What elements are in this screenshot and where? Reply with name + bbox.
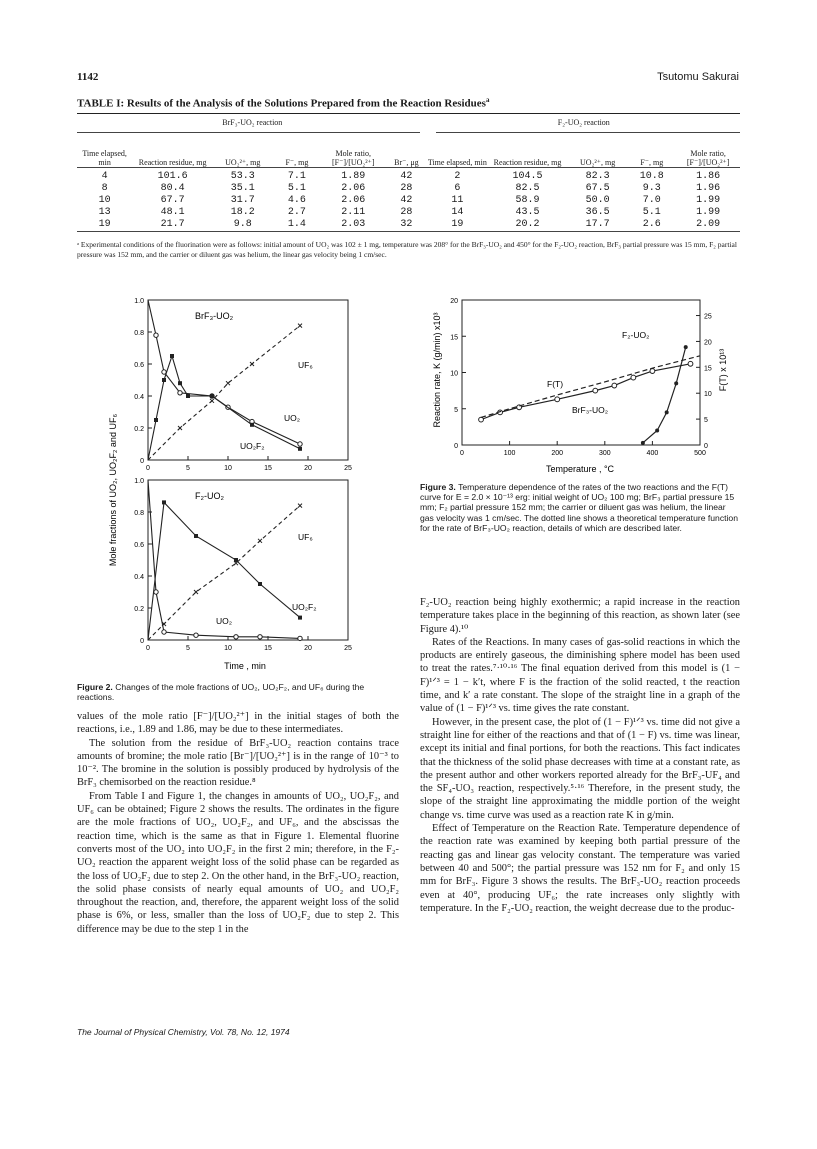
figure-3-ft-label: F(T)	[547, 379, 564, 389]
data-point	[298, 324, 302, 328]
table-row	[77, 171, 740, 183]
table-cell: 31.7	[230, 194, 255, 206]
data-point	[650, 369, 655, 374]
table-cell: 7.1	[287, 170, 306, 182]
data-point	[665, 410, 669, 414]
y-tick-label: 1.0	[134, 478, 144, 485]
table-cell: 2.11	[341, 206, 366, 218]
figure-3-f2-label: F₂-UO₂	[622, 330, 650, 340]
table-cell: 43.5	[515, 206, 540, 218]
plot-frame	[148, 480, 348, 640]
table-cell: 82.5	[515, 182, 540, 194]
figure-2-top-panel-label: BrF₃-UO₂	[195, 311, 234, 321]
col-header: UO₂²⁺, mg	[580, 157, 616, 167]
table-cell: 28	[400, 206, 413, 218]
paragraph: F₂-UO₂ reaction being highly exothermic; a rapid increase in the reaction temperature takes place in the beginning of this reaction, as shown later (see Figure 4).¹⁰	[420, 597, 740, 635]
table-cell: 28	[400, 182, 413, 194]
table-title-text: TABLE I: Results of the Analysis of the Solutions Prepared from the Reaction Residues	[77, 97, 486, 110]
x-tick-label: 20	[304, 465, 312, 472]
table-cell: 1.99	[696, 194, 721, 206]
col-header: F⁻, mg	[640, 157, 664, 167]
data-point	[674, 381, 678, 385]
x-tick-label: 300	[598, 450, 611, 457]
table-cell: 8	[101, 182, 108, 194]
data-point	[655, 429, 659, 433]
x-tick-label: 200	[551, 450, 564, 457]
x-tick-label: 25	[344, 645, 352, 652]
x-tick-label: 100	[503, 450, 516, 457]
figure-2-bottom-panel-label: F₂-UO₂	[195, 491, 224, 501]
y-tick-label: 0.6	[134, 362, 144, 369]
table-cell: 1.4	[287, 218, 306, 230]
figure-3-marks	[479, 345, 700, 445]
data-point	[154, 590, 158, 594]
figure-3-caption	[420, 482, 740, 533]
left-column	[77, 710, 399, 936]
x-tick-label: 400	[646, 450, 659, 457]
plot-frame	[462, 300, 700, 445]
data-point	[154, 333, 158, 337]
y-tick-label-right: 5	[704, 417, 708, 425]
figure-3-chart	[420, 290, 738, 475]
data-point	[688, 361, 693, 366]
table-cell: 18.2	[230, 206, 255, 218]
table-cell: 2.06	[341, 182, 366, 194]
x-tick-label: 10	[224, 465, 232, 472]
series-line	[148, 300, 300, 444]
x-tick-label: 0	[146, 645, 150, 652]
figure-3-caption-label: Figure 3.	[420, 482, 456, 492]
table-cell: 36.5	[585, 206, 610, 218]
y-tick-label: 0	[454, 443, 458, 450]
y-tick-label: 15	[450, 334, 458, 342]
table-cell: 1.96	[696, 182, 721, 194]
x-tick-label: 0	[460, 450, 464, 457]
table-cell: 10	[98, 194, 111, 206]
table-row	[77, 195, 740, 207]
x-tick-label: 500	[694, 450, 706, 457]
table-cell: 5.1	[287, 182, 306, 194]
figure-2-bottom-uf6-label: UF₆	[298, 532, 313, 542]
data-point	[194, 534, 198, 538]
figure-3-caption-text: Temperature dependence of the rates of the two reactions and the F(T) curve for E = 2.0 × 10⁻¹³ erg: initial weight of UO₂ 100 mg; BrF₃ partial pressure 15 mm; F₂ partial pressure 152 mm; the carrier or diluent gas was helium, the linear gas velocity was 1 cm/sec. The dotted line shows a theoretical temperature function for the rate of BrF₃-UO₂ reaction, details of which are described later.	[420, 482, 738, 533]
data-point	[162, 378, 166, 382]
data-point	[298, 447, 302, 451]
right-column	[420, 596, 740, 915]
data-point	[194, 633, 198, 637]
figure-2-top-uo2-label: UO₂	[284, 413, 301, 423]
y-tick-label: 0.6	[134, 542, 144, 549]
table-cell: 17.7	[585, 218, 610, 230]
table-cell: 9.3	[642, 182, 661, 194]
data-point	[250, 362, 254, 366]
table-cell: 4	[101, 170, 108, 182]
x-tick-label: 25	[344, 465, 352, 472]
table-cell: 7.0	[642, 194, 661, 206]
data-point	[298, 636, 302, 640]
figure-2-caption	[77, 682, 397, 702]
col-header: Reaction residue, mg	[493, 157, 562, 167]
table-row	[77, 183, 740, 195]
table-title-sup: a	[485, 96, 490, 104]
table-cell: 67.7	[160, 194, 185, 206]
data-point	[555, 397, 560, 402]
paragraph: Rates of the Reactions. In many cases of gas-solid reactions in which the products are entirely gaseous, the diminishing sphere model has been used to treat the rates.⁷·¹⁰·¹⁶ The final equation derived from this model is (1 − F)¹ᐟ³ = 1 − k′t, where F is the fraction of the solid reacted, t the reaction time, and k′ a rate constant. The slope of the straight line in a graph of the value of (1 − F)¹ᐟ³ vs. time gives the rate constant.	[420, 636, 740, 715]
table-cell: 19	[98, 218, 111, 230]
col-header: Reaction residue, mg	[138, 157, 207, 167]
x-tick-label: 15	[264, 465, 272, 472]
table-cell: 2.09	[696, 218, 721, 230]
col-header: Time elapsed, min	[427, 157, 487, 167]
col-header: Br⁻, μg	[394, 157, 419, 167]
y-tick-label: 1.0	[134, 298, 144, 305]
figure-2-axes	[134, 298, 352, 652]
data-point	[186, 394, 190, 398]
table-cell: 4.6	[287, 194, 306, 206]
series-line	[148, 326, 300, 460]
table-cell: 20.2	[515, 218, 540, 230]
running-author: Tsutomu Sakurai	[657, 71, 739, 83]
series-line	[148, 480, 300, 638]
x-tick-label: 5	[186, 645, 190, 652]
table-row	[77, 219, 740, 232]
data-point	[298, 504, 302, 508]
series-line	[643, 347, 686, 443]
figure-3-ylabel-left: Reaction rate, K (g/min) x10³	[432, 312, 442, 428]
y-tick-label: 0.2	[134, 606, 144, 613]
journal-footer: The Journal of Physical Chemistry, Vol. 78, No. 12, 1974	[77, 1027, 290, 1037]
group-header-f2: F₂-UO₂ reaction	[557, 118, 610, 127]
data-point	[258, 582, 262, 586]
data-point	[631, 375, 636, 380]
group-header-brf3: BrF₃-UO₂ reaction	[222, 118, 283, 127]
col-header: F⁻, mg	[285, 157, 309, 167]
table-cell: 2.06	[341, 194, 366, 206]
x-tick-label: 20	[304, 645, 312, 652]
data-point	[178, 391, 182, 395]
paragraph: From Table I and Figure 1, the changes in amounts of UO₂, UO₂F₂, and UF₆ can be obtained; Figure 2 shows the results. The ordinates in the figure are the mole fractions of UO₂, UO₂F₂, and UF₆, and the abscissas the reaction time, which is the same as that in Figure 1. Elemental fluorine converts most of the UO₂ into UO₂F₂ in the first 2 min; therefore, in the F₂-UO₂ reaction the apparent weight loss of the solid phase can be regarded as the loss of UO₂F₂ due to step 2. On the other hand, in the BrF₃-UO₂ reaction, the solid phase consists of nearly equal amounts of UO₂ and UO₂F₂ throughout the reaction, and, therefore, the apparent weight loss of the solid phase is 6%, or less, smaller than the loss of UO₂F₂ due to step 2. This difference may be due to the step 1 in the	[77, 790, 399, 935]
col-header: Time elapsed, min	[82, 148, 127, 167]
data-point	[298, 616, 302, 620]
table-cell: 13	[98, 206, 111, 218]
y-tick-label: 0	[140, 458, 144, 465]
data-point	[162, 630, 166, 634]
data-point	[298, 442, 302, 446]
data-point	[162, 500, 166, 504]
table-cell: 35.1	[230, 182, 255, 194]
figure-2-chart	[100, 290, 370, 682]
data-point	[250, 423, 254, 427]
paragraph: However, in the present case, the plot of (1 − F)¹ᐟ³ vs. time did not give a straight line for either of the reactions and that of (1 − F) vs. time was linear, except its initial and final portions, for both the reactions. This fact indicates that the thickness of the solid phase decreases with time at a constant rate, as the present author and other workers reported already for the BrF₃-UF₄ and the SF₄-UO₃ reaction, respectively.⁵·¹⁶ Therefore, in the present study, the slope of the straight line approximating the middle portion of the weight change vs. time curve was used as a reaction rate K in g/min.	[420, 716, 740, 821]
table-cell: 9.8	[233, 218, 252, 230]
table-cell: 14	[451, 206, 464, 218]
table-cell: 2.7	[287, 206, 306, 218]
figure-2-xlabel: Time , min	[224, 661, 266, 671]
x-tick-label: 0	[146, 465, 150, 472]
figure-2-caption-text: Changes of the mole fractions of UO₂, UO₂F₂, and UF₆ during the reactions.	[77, 682, 365, 703]
y-tick-label: 0.4	[134, 574, 144, 581]
data-point	[162, 370, 166, 374]
figure-3-xlabel: Temperature , °C	[545, 464, 615, 474]
table-cell: 2	[454, 170, 461, 182]
figure-2-caption-label: Figure 2.	[77, 682, 113, 692]
table-cell: 67.5	[585, 182, 610, 194]
table-cell: 58.9	[515, 194, 540, 206]
x-tick-label: 5	[186, 465, 190, 472]
data-point	[258, 635, 262, 639]
figure-2-top-uo2f2-label: UO₂F₂	[240, 441, 265, 451]
table-cell: 1.99	[696, 206, 721, 218]
data-point	[612, 383, 617, 388]
data-point	[210, 399, 214, 403]
figure-3-ylabel-right: F(T) x 10¹³	[718, 348, 728, 392]
col-header: Mole ratio, [F⁻]/[UO₂²⁺]	[331, 148, 375, 167]
table-cell: 1.89	[341, 170, 366, 182]
paragraph: Effect of Temperature on the Reaction Rate. Temperature dependence of the reaction rate was examined by keeping both partial pressure of the reacting gas and linear gas velocity constant. The temperature was varied between 40 and 500°; the partial pressure was 152 nm for F₂ and only 15 mm for BrF₃. Figure 3 shows the results. The BrF₃-UO₂ reaction proceeds even at 40°, producing UF₆; the rate increases only slightly with temperature. In the F₂-UO₂ reaction, the weight decrease due to the produc-	[420, 823, 740, 914]
figure-2-bottom-uo2-label: UO₂	[216, 616, 233, 626]
figure-2-top-uf6-label: UF₆	[298, 360, 313, 370]
x-tick-label: 10	[224, 645, 232, 652]
table-cell: 11	[451, 194, 464, 206]
table-cell: 2.6	[642, 218, 661, 230]
y-tick-label-right: 15	[704, 365, 712, 373]
data-point	[226, 381, 230, 385]
table-cell: 19	[451, 218, 464, 230]
table-cell: 2.03	[341, 218, 366, 230]
table-cell: 80.4	[160, 182, 185, 194]
paragraph: values of the mole ratio [F⁻]/[UO₂²⁺] in the initial stages of both the reactions, i.e., 1.89 and 1.86, may be due to these intermediates.	[77, 711, 399, 736]
y-tick-label: 20	[450, 298, 458, 305]
data-point	[641, 441, 645, 445]
y-tick-label: 5	[454, 406, 458, 414]
data-point	[194, 590, 198, 594]
table-cell: 21.7	[160, 218, 185, 230]
col-header: Mole ratio, [F⁻]/[UO₂²⁺]	[686, 148, 730, 167]
y-tick-label-right: 10	[704, 391, 712, 399]
y-tick-label: 0	[140, 638, 144, 645]
table-row	[77, 207, 740, 219]
col-header: UO₂²⁺, mg	[225, 157, 261, 167]
y-tick-label: 0.8	[134, 330, 144, 337]
data-point	[178, 381, 182, 385]
table-cell: 104.5	[512, 170, 543, 182]
table-title	[77, 96, 489, 110]
y-tick-label: 0.2	[134, 426, 144, 433]
y-tick-label: 10	[450, 370, 458, 378]
y-tick-label-right: 20	[704, 339, 712, 347]
data-point	[593, 388, 598, 393]
plot-frame	[148, 300, 348, 460]
x-tick-label: 15	[264, 645, 272, 652]
figure-2-bottom-uo2f2-label: UO₂F₂	[292, 602, 317, 612]
page-number: 1142	[77, 71, 99, 83]
table-cell: 101.6	[157, 170, 188, 182]
table-cell: 42	[400, 194, 413, 206]
data-point	[684, 345, 688, 349]
table-cell: 50.0	[585, 194, 610, 206]
table-cell: 1.86	[696, 170, 721, 182]
data-point	[258, 539, 262, 543]
table-cell: 82.3	[585, 170, 610, 182]
y-tick-label-right: 25	[704, 313, 712, 321]
table-cell: 5.1	[642, 206, 661, 218]
figure-2-ylabel: Mole fractions of UO₂, UO₂F₂ and UF₆	[108, 413, 118, 567]
results-table	[77, 113, 740, 234]
series-line	[148, 356, 300, 460]
table-cell: 53.3	[230, 170, 255, 182]
y-tick-label: 0.8	[134, 510, 144, 517]
table-cell: 10.8	[639, 170, 664, 182]
paragraph: The solution from the residue of BrF₃-UO₂ reaction contains trace amounts of bromine; the mole ratio [Br⁻]/[UO₂²⁺] is in the range of 10⁻³ to 10⁻². The bromine in the solution is possibly produced by hydrolysis of the BrF₃ chemisorbed on the reaction residue.⁸	[77, 737, 399, 789]
table-cell: 48.1	[160, 206, 185, 218]
data-point	[178, 426, 182, 430]
figure-3-axes	[450, 298, 712, 457]
data-point	[234, 635, 238, 639]
y-tick-label-right: 0	[704, 443, 708, 450]
data-point	[170, 354, 174, 358]
table-footnote: ᵃ Experimental conditions of the fluorination were as follows: initial amount of UO₂ was 102 ± 1 mg, temperature was 208° for the BrF₃-UO₂ and 450° for the F₂-UO₂ reaction, BrF₃ partial pressure was 15 mm, F₂ partial pressure was 152 mm, and the carrier or diluent gas was helium, the linear gas velocity being 1 cm/sec.	[77, 240, 737, 259]
data-point	[154, 418, 158, 422]
figure-3-brf3-label: BrF₃-UO₂	[572, 405, 609, 415]
table-cell: 32	[400, 218, 413, 230]
table-cell: 6	[454, 182, 461, 194]
table-cell: 42	[400, 170, 413, 182]
data-point	[479, 417, 484, 422]
data-point	[210, 394, 214, 398]
y-tick-label: 0.4	[134, 394, 144, 401]
